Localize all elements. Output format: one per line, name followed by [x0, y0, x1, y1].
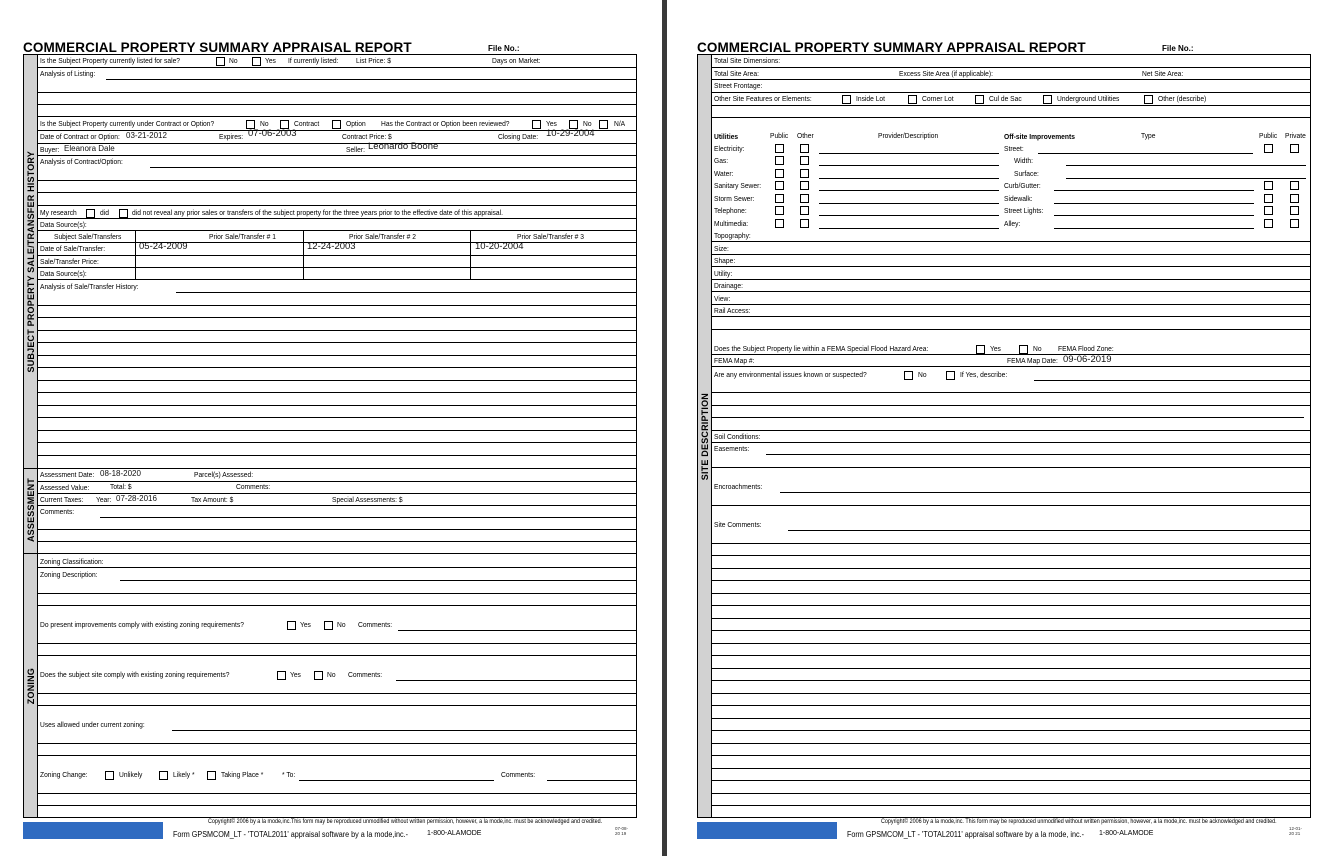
report-title: COMMERCIAL PROPERTY SUMMARY APPRAISAL REPORT: [697, 40, 1086, 55]
zoning-description-label: Zoning Description:: [40, 570, 98, 579]
storm-other-checkbox[interactable]: [800, 194, 809, 203]
analysis-contract-label: Analysis of Contract/Option:: [40, 157, 123, 166]
file-no-label: File No.:: [1162, 44, 1194, 53]
transfer-header: Prior Sale/Transfer # 1: [209, 232, 276, 241]
corner-lot-checkbox[interactable]: [908, 95, 917, 104]
offsite-curb-label: Curb/Gutter:: [1004, 181, 1041, 190]
storm-public-checkbox[interactable]: [775, 194, 784, 203]
utility-sanitary-sewer-label: Sanitary Sewer:: [714, 181, 762, 190]
sanitary-other-checkbox[interactable]: [800, 181, 809, 190]
corner-lot-label: Corner Lot: [922, 94, 954, 103]
sidewalk-public-checkbox[interactable]: [1264, 194, 1273, 203]
alley-public-checkbox[interactable]: [1264, 219, 1273, 228]
contract-question: Is the Subject Property currently under Contract or Option?: [40, 119, 215, 128]
tax-amount-label: Tax Amount: $: [191, 495, 234, 504]
gas-public-checkbox[interactable]: [775, 156, 784, 165]
site-comply-comments-label: Comments:: [348, 670, 383, 679]
size-label: Size:: [714, 244, 729, 253]
tax-year-value: 07-28-2016: [116, 494, 157, 503]
fema-map-date-label: FEMA Map Date:: [1007, 356, 1058, 365]
electricity-other-checkbox[interactable]: [800, 144, 809, 153]
rail-access-label: Rail Access:: [714, 306, 751, 315]
zoning-change-label: Zoning Change:: [40, 770, 88, 779]
utility-label: Utility:: [714, 269, 733, 278]
other-describe-checkbox[interactable]: [1144, 95, 1153, 104]
assessed-value-label: Assessed Value:: [40, 483, 90, 492]
transfer-header: Subject Sale/Transfers: [54, 232, 122, 241]
if-listed-label: If currently listed:: [288, 56, 339, 65]
other-describe-label: Other (describe): [1158, 94, 1207, 103]
transfer-date-1: 05-24-2009: [139, 241, 188, 252]
offsite-width-label: Width:: [1014, 156, 1033, 165]
easements-label: Easements:: [714, 444, 750, 453]
cul-de-sac-checkbox[interactable]: [975, 95, 984, 104]
listing-question: Is the Subject Property currently listed for sale?: [40, 56, 181, 65]
section-label-assessment: ASSESSMENT: [26, 478, 36, 543]
drainage-label: Drainage:: [714, 281, 743, 290]
environmental-question: Are any environmental issues known or suspected?: [714, 370, 867, 379]
utility-telephone-label: Telephone:: [714, 206, 747, 215]
contract-reviewed-question: Has the Contract or Option been reviewed?: [381, 119, 510, 128]
net-site-area-label: Net Site Area:: [1142, 69, 1184, 78]
tax-year-label: Year:: [96, 495, 112, 504]
offsite-type-header: Type: [1141, 131, 1156, 140]
research-did-label: did: [100, 208, 109, 217]
zoning-classification-label: Zoning Classification:: [40, 557, 104, 566]
section-label-site: SITE DESCRIPTION: [700, 393, 710, 481]
page-1: [0, 0, 662, 856]
telephone-other-checkbox[interactable]: [800, 206, 809, 215]
fema-yes-label: Yes: [990, 344, 1001, 353]
site-comments-label: Site Comments:: [714, 520, 762, 529]
zoning-unlikely-checkbox[interactable]: [105, 771, 114, 780]
footer-phone: 1-800-ALAMODE: [427, 830, 482, 837]
underground-utilities-checkbox[interactable]: [1043, 95, 1052, 104]
zoning-unlikely-label: Unlikely: [119, 770, 143, 779]
offsite-alley-label: Alley:: [1004, 219, 1021, 228]
water-public-checkbox[interactable]: [775, 169, 784, 178]
assessed-comments-label: Comments:: [236, 482, 271, 491]
environmental-if-yes-label: If Yes, describe:: [960, 370, 1008, 379]
closing-date-value: 10-29-2004: [546, 128, 595, 139]
improvements-comply-question: Do present improvements comply with existing zoning requirements?: [40, 620, 244, 629]
site-comply-question: Does the subject site comply with existing zoning requirements?: [40, 670, 230, 679]
improvements-yes-label: Yes: [300, 620, 311, 629]
buyer-label: Buyer:: [40, 145, 60, 154]
reviewed-na-label: N/A: [614, 119, 626, 128]
analysis-history-label: Analysis of Sale/Transfer History:: [40, 282, 139, 291]
fema-yes-checkbox[interactable]: [976, 345, 985, 354]
curb-private-checkbox[interactable]: [1290, 181, 1299, 190]
street-frontage-label: Street Frontage:: [714, 81, 763, 90]
offsite-header: Off-site Improvements: [1004, 132, 1075, 141]
fema-no-label: No: [1033, 344, 1042, 353]
encroachments-label: Encroachments:: [714, 482, 763, 491]
footer-copyright: Copyright© 2006 by a la mode,inc. This form may be reproduced unmodified without written permission, however, a la mode,inc. must be acknowledged and credited.: [881, 819, 1277, 825]
site-comply-yes-checkbox[interactable]: [277, 671, 286, 680]
site-comply-no-checkbox[interactable]: [314, 671, 323, 680]
footer-brand-bar: [697, 822, 837, 839]
environmental-yes-checkbox[interactable]: [946, 371, 955, 380]
reviewed-na-checkbox[interactable]: [599, 120, 608, 129]
alley-private-checkbox[interactable]: [1290, 219, 1299, 228]
street-private-checkbox[interactable]: [1290, 144, 1299, 153]
section-divider: [24, 553, 636, 554]
sidewalk-private-checkbox[interactable]: [1290, 194, 1299, 203]
inside-lot-checkbox[interactable]: [842, 95, 851, 104]
utility-storm-sewer-label: Storm Sewer:: [714, 194, 755, 203]
footer-phone: 1-800-ALAMODE: [1099, 830, 1154, 837]
multimedia-public-checkbox[interactable]: [775, 219, 784, 228]
utility-gas-label: Gas:: [714, 156, 729, 165]
fema-map-no-label: FEMA Map #:: [714, 356, 755, 365]
environmental-no-label: No: [918, 370, 927, 379]
site-comply-yes-label: Yes: [290, 670, 301, 679]
contract-contract-label: Contract: [294, 119, 320, 128]
streetlights-private-checkbox[interactable]: [1290, 206, 1299, 215]
improvements-comments-label: Comments:: [358, 620, 393, 629]
transfer-row-label: Sale/Transfer Price:: [40, 257, 99, 266]
zoning-change-comments-label: Comments:: [501, 770, 536, 779]
zoning-likely-checkbox[interactable]: [159, 771, 168, 780]
assessment-date-label: Assessment Date:: [40, 470, 95, 479]
zoning-taking-place-checkbox[interactable]: [207, 771, 216, 780]
electricity-public-checkbox[interactable]: [775, 144, 784, 153]
total-site-area-label: Total Site Area:: [714, 69, 759, 78]
research-did-checkbox[interactable]: [86, 209, 95, 218]
soil-conditions-label: Soil Conditions:: [714, 432, 761, 441]
contract-option-label: Option: [346, 119, 366, 128]
offsite-public-header: Public: [1259, 131, 1278, 140]
section-label-zoning: ZONING: [26, 667, 36, 705]
footer-brand-bar: [23, 822, 163, 839]
telephone-public-checkbox[interactable]: [775, 206, 784, 215]
cul-de-sac-label: Cul de Sac: [989, 94, 1022, 103]
assessment-date-value: 08-18-2020: [100, 469, 141, 478]
days-on-market-label: Days on Market:: [492, 56, 541, 65]
utility-water-label: Water:: [714, 169, 734, 178]
transfer-header: Prior Sale/Transfer # 3: [517, 232, 584, 241]
multimedia-other-checkbox[interactable]: [800, 219, 809, 228]
report-title: COMMERCIAL PROPERTY SUMMARY APPRAISAL REPORT: [23, 40, 412, 55]
my-research-label: My research: [40, 208, 77, 217]
expires-label: Expires:: [219, 132, 244, 141]
assessed-total-label: Total: $: [110, 482, 132, 491]
excess-site-area-label: Excess Site Area (if applicable):: [899, 69, 993, 78]
reviewed-yes-label: Yes: [546, 119, 557, 128]
improvements-no-label: No: [337, 620, 346, 629]
offsite-private-header: Private: [1285, 131, 1306, 140]
transfer-date-3: 10-20-2004: [475, 241, 524, 252]
contract-price-label: Contract Price: $: [342, 132, 392, 141]
offsite-streetlights-label: Street Lights:: [1004, 206, 1044, 215]
utilities-other-header: Other: [797, 131, 814, 140]
other-features-label: Other Site Features or Elements:: [714, 94, 812, 103]
offsite-street-label: Street:: [1004, 144, 1024, 153]
underground-utilities-label: Underground Utilities: [1057, 94, 1120, 103]
utilities-public-header: Public: [770, 131, 789, 140]
improvements-no-checkbox[interactable]: [324, 621, 333, 630]
contract-option-checkbox[interactable]: [332, 120, 341, 129]
view-label: View:: [714, 294, 731, 303]
listing-no-label: No: [229, 56, 238, 65]
environmental-no-checkbox[interactable]: [904, 371, 913, 380]
fema-question: Does the Subject Property lie within a FEMA Special Flood Hazard Area:: [714, 344, 929, 353]
section-label-history: SUBJECT PROPERTY SALE/TRANSFER HISTORY: [26, 150, 36, 373]
topography-label: Topography:: [714, 231, 751, 240]
page-2: [667, 0, 1330, 856]
total-site-dimensions-label: Total Site Dimensions:: [714, 56, 781, 65]
fema-map-date-value: 09-06-2019: [1063, 354, 1112, 365]
provider-description-header: Provider/Description: [878, 131, 939, 140]
transfer-date-2: 12-24-2003: [307, 241, 356, 252]
transfer-header: Prior Sale/Transfer # 2: [349, 232, 416, 241]
fema-no-checkbox[interactable]: [1019, 345, 1028, 354]
seller-label: Seller:: [346, 145, 365, 154]
utility-multimedia-label: Multimedia:: [714, 219, 749, 228]
listing-yes-checkbox[interactable]: [252, 57, 261, 66]
footer-copyright: Copyright© 2006 by a la mode,inc.This form may be reproduced unmodified without written permission, however, a la mode,inc. must be acknowledged and credited.: [208, 819, 603, 825]
listing-no-checkbox[interactable]: [216, 57, 225, 66]
improvements-yes-checkbox[interactable]: [287, 621, 296, 630]
offsite-sidewalk-label: Sidewalk:: [1004, 194, 1033, 203]
current-taxes-label: Current Taxes:: [40, 495, 84, 504]
seller-value: Leonardo Boone: [368, 141, 439, 152]
buyer-value: Eleanora Dale: [64, 144, 115, 153]
reviewed-yes-checkbox[interactable]: [532, 120, 541, 129]
contract-date-value: 03-21-2012: [126, 131, 167, 140]
zoning-to-label: * To:: [282, 770, 296, 779]
footer-version-code: 12-01-20 21: [1289, 826, 1303, 836]
uses-allowed-label: Uses allowed under current zoning:: [40, 720, 145, 729]
streetlights-public-checkbox[interactable]: [1264, 206, 1273, 215]
parcels-assessed-label: Parcel(s) Assessed:: [194, 470, 254, 479]
offsite-surface-label: Surface:: [1014, 169, 1039, 178]
form-frame: [23, 54, 637, 818]
footer-version-code: 07-08-20 19: [615, 826, 629, 836]
footer-form-name: Form GPSMCOM_LT - 'TOTAL2011' appraisal software by a la mode, inc.-: [847, 830, 1084, 839]
shape-label: Shape:: [714, 256, 736, 265]
utilities-header: Utilities: [714, 132, 739, 141]
footer-form-name: Form GPSMCOM_LT - 'TOTAL2011' appraisal software by a la mode,inc.-: [173, 830, 408, 839]
contract-no-label: No: [260, 119, 269, 128]
curb-public-checkbox[interactable]: [1264, 181, 1273, 190]
form-frame: [697, 54, 1311, 818]
contract-date-label: Date of Contract or Option:: [40, 132, 120, 141]
street-public-checkbox[interactable]: [1264, 144, 1273, 153]
utility-electricity-label: Electricity:: [714, 144, 745, 153]
inside-lot-label: Inside Lot: [856, 94, 885, 103]
zoning-likely-label: Likely *: [173, 770, 195, 779]
gas-other-checkbox[interactable]: [800, 156, 809, 165]
site-comply-no-label: No: [327, 670, 336, 679]
closing-date-label: Closing Date:: [498, 132, 539, 141]
research-did-not-label: did not reveal any prior sales or transfers of the subject property for the three years prior to the effective date of this appraisal.: [132, 208, 503, 217]
zoning-taking-place-label: Taking Place *: [221, 770, 264, 779]
water-other-checkbox[interactable]: [800, 169, 809, 178]
transfer-row-label: Data Source(s):: [40, 269, 87, 278]
fema-flood-zone-label: FEMA Flood Zone:: [1058, 344, 1114, 353]
transfer-row-label: Date of Sale/Transfer:: [40, 244, 106, 253]
listing-yes-label: Yes: [265, 56, 276, 65]
data-sources-label: Data Source(s):: [40, 220, 87, 229]
expires-value: 07-06-2003: [248, 128, 297, 139]
assessment-comments-label: Comments:: [40, 507, 75, 516]
file-no-label: File No.:: [488, 44, 520, 53]
analysis-listing-label: Analysis of Listing:: [40, 69, 96, 78]
sanitary-public-checkbox[interactable]: [775, 181, 784, 190]
reviewed-no-label: No: [583, 119, 592, 128]
special-assessments-label: Special Assessments: $: [332, 495, 403, 504]
research-did-not-checkbox[interactable]: [119, 209, 128, 218]
list-price-label: List Price: $: [356, 56, 391, 65]
